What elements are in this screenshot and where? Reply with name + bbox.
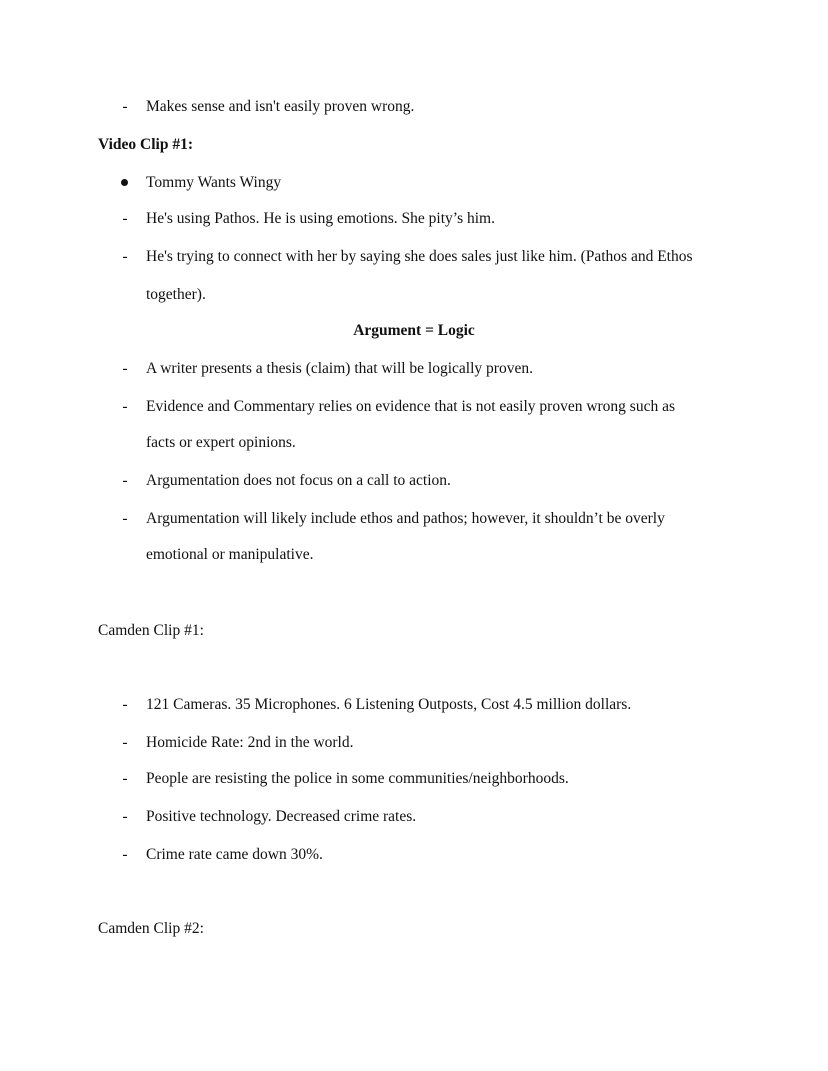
list-item-text: 121 Cameras. 35 Microphones. 6 Listening Outposts, Cost 4.5 million dollars.: [146, 696, 632, 713]
dash-marker: -: [122, 770, 128, 787]
list-item: [0, 245, 828, 269]
section-heading: Camden Clip #2:: [98, 920, 204, 937]
list-item-text: Crime rate came down 30%.: [146, 846, 323, 863]
dash-marker: -: [122, 696, 128, 713]
list-item: [0, 95, 828, 119]
list-item: [0, 507, 828, 531]
list-item-text: emotional or manipulative.: [146, 546, 314, 563]
dash-marker: -: [122, 398, 128, 415]
video-clip-heading: [0, 133, 828, 157]
list-item-continuation: [0, 543, 828, 567]
list-item: [0, 357, 828, 381]
section-title: Argument = Logic: [353, 322, 475, 339]
camden-clip-1-heading: [0, 619, 828, 643]
dash-marker: -: [122, 248, 128, 265]
list-item: [0, 207, 828, 231]
section-heading: Camden Clip #1:: [98, 622, 204, 639]
list-item: [0, 469, 828, 493]
list-item-continuation: [0, 283, 828, 307]
list-item: [0, 395, 828, 419]
list-item-text: facts or expert opinions.: [146, 434, 296, 451]
list-item: [0, 767, 828, 791]
list-item-text: Evidence and Commentary relies on evidence that is not easily proven wrong such as: [146, 398, 675, 415]
list-item-text: Argumentation does not focus on a call to action.: [146, 472, 451, 489]
bullet-dot-icon: [121, 179, 128, 186]
list-item-text: He's using Pathos. He is using emotions. She pity’s him.: [146, 210, 495, 227]
list-item: [0, 843, 828, 867]
list-item-text: People are resisting the police in some communities/neighborhoods.: [146, 770, 569, 787]
list-item: [0, 731, 828, 755]
list-item-text: Makes sense and isn't easily proven wrong.: [146, 98, 415, 115]
list-item: [0, 171, 828, 195]
list-item: [0, 805, 828, 829]
dash-marker: -: [122, 734, 128, 751]
list-item-text: A writer presents a thesis (claim) that will be logically proven.: [146, 360, 533, 377]
list-item-text: He's trying to connect with her by saying she does sales just like him. (Pathos and Ethos: [146, 248, 693, 265]
list-item-continuation: [0, 431, 828, 455]
dash-marker: -: [122, 510, 128, 527]
list-item: [0, 693, 828, 717]
list-item-text: together).: [146, 286, 206, 303]
dash-marker: -: [122, 98, 128, 115]
camden-clip-2-heading: [0, 917, 828, 941]
dash-marker: -: [122, 472, 128, 489]
dash-marker: -: [122, 808, 128, 825]
list-item-text: Argumentation will likely include ethos and pathos; however, it shouldn’t be overly: [146, 510, 665, 527]
list-item-text: Homicide Rate: 2nd in the world.: [146, 734, 354, 751]
dash-marker: -: [122, 846, 128, 863]
list-item-text: Tommy Wants Wingy: [146, 174, 282, 191]
dash-marker: -: [122, 210, 128, 227]
section-heading: Video Clip #1:: [98, 136, 194, 153]
dash-marker: -: [122, 360, 128, 377]
list-item-text: Positive technology. Decreased crime rates.: [146, 808, 417, 825]
argument-title-row: [0, 319, 828, 343]
